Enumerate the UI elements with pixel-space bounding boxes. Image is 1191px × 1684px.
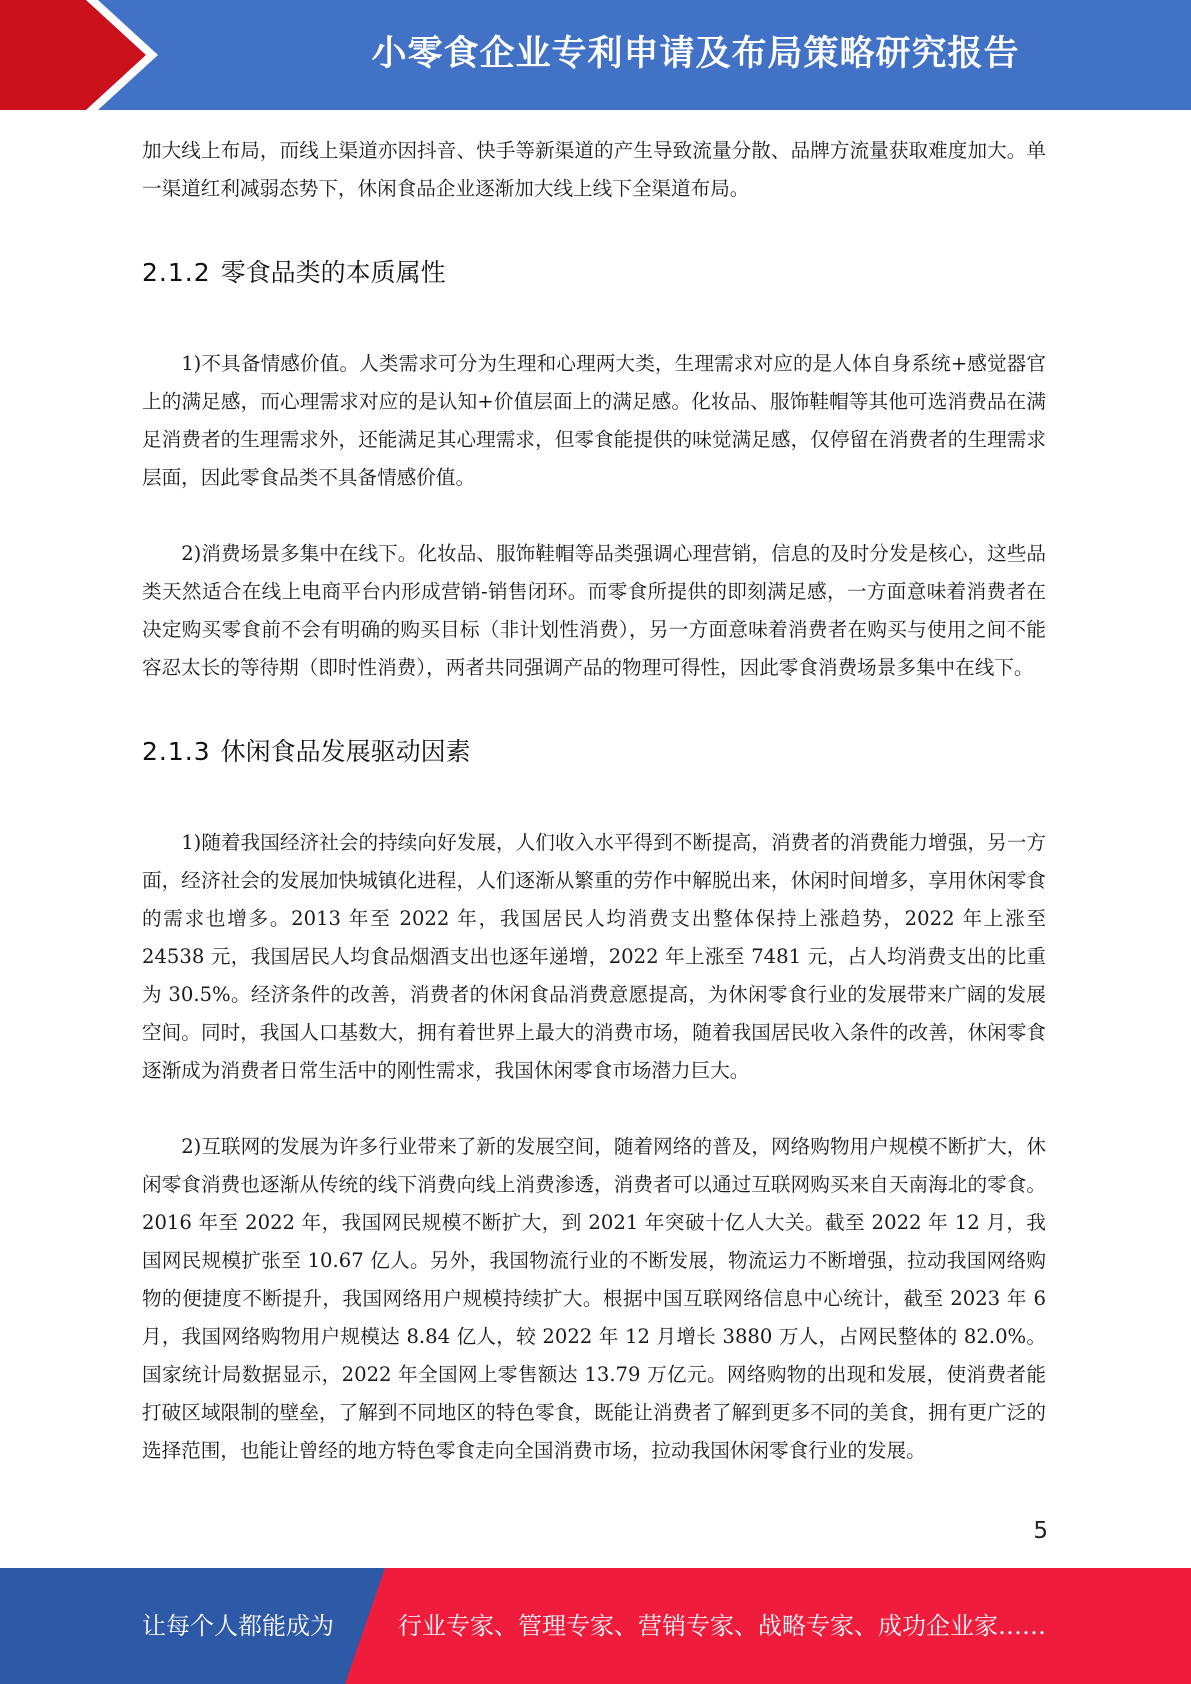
- paragraph: 1)随着我国经济社会的持续向好发展，人们收入水平得到不断提高，消费者的消费能力增强，另一方面，经济社会的发展加快城镇化进程，人们逐渐从繁重的劳作中解脱出来，休闲时间增多，享用休闲零食的需求也增多。2013 年至 2022 年，我国居民人均消费支出整体保持上涨趋势，2022 年上涨至 24538 元，我国居民人均食品烟酒支出也逐年递增，2022 年上涨至 7481 元，占人均消费支出的比重为 30.5%。经济条件的改善，消费者的休闲食品消费意愿提高，为休闲零食行业的发展带来广阔的发展空间。同时，我国人口基数大，拥有着世界上最大的消费市场，随着我国居民收入条件的改善，休闲零食逐渐成为消费者日常生活中的刚性需求，我国休闲零食市场潜力巨大。: [142, 831, 1046, 1082]
- document-body: [142, 132, 1046, 1470]
- section-heading-2-1-3: [142, 732, 1046, 772]
- footer-slogan-right: 行业专家、管理专家、营销专家、战略专家、成功企业家……: [398, 1612, 1046, 1640]
- paragraph: 1)不具备情感价值。人类需求可分为生理和心理两大类，生理需求对应的是人体自身系统+感觉器官上的满足感，而心理需求对应的是认知+价值层面上的满足感。化妆品、服饰鞋帽等其他可选消费品在满足消费者的生理需求外，还能满足其心理需求，但零食能提供的味觉满足感，仅停留在消费者的生理需求层面，因此零食品类不具备情感价值。: [142, 352, 1046, 489]
- paragraph: 2)互联网的发展为许多行业带来了新的发展空间，随着网络的普及，网络购物用户规模不断扩大，休闲零食消费也逐渐从传统的线下消费向线上消费渗透，消费者可以通过互联网购买来自天南海北的零食。2016 年至 2022 年，我国网民规模不断扩大，到 2021 年突破十亿人大关。截至 2022 年 12 月，我国网民规模扩张至 10.67 亿人。另外，我国物流行业的不断发展，物流运力不断增强，拉动我国网络购物的便捷度不断提升，我国网络用户规模持续扩大。根据中国互联网络信息中心统计，截至 2023 年 6 月，我国网络购物用户规模达 8.84 亿人，较 2022 年 12 月增长 3880 万人，占网民整体的 82.0%。国家统计局数据显示，2022 年全国网上零售额达 13.79 万亿元。网络购物的出现和发展，使消费者能打破区域限制的壁垒，了解到不同地区的特色零食，既能让消费者了解到更多不同的美食，拥有更广泛的选择范围，也能让曾经的地方特色零食走向全国消费市场，拉动我国休闲零食行业的发展。: [142, 1135, 1046, 1462]
- intro-paragraph: 加大线上布局，而线上渠道亦因抖音、快手等新渠道的产生导致流量分散、品牌方流量获取难度加大。单一渠道红利减弱态势下，休闲食品企业逐渐加大线上线下全渠道布局。: [142, 139, 1046, 200]
- page-footer: [0, 1568, 1191, 1684]
- section-title: 休闲食品发展驱动因素: [220, 737, 471, 766]
- section-number: 2.1.3: [142, 737, 211, 766]
- page-header: [0, 0, 1191, 110]
- report-title: 小零食企业专利申请及布局策略研究报告: [371, 34, 1020, 74]
- section-number: 2.1.2: [142, 258, 211, 287]
- footer-slogan-left: 让每个人都能成为: [142, 1612, 334, 1640]
- header-arrow-decoration: [0, 0, 160, 110]
- section-heading-2-1-2: [142, 253, 1046, 293]
- page-number: 5: [1033, 1518, 1048, 1544]
- paragraph: 2)消费场景多集中在线下。化妆品、服饰鞋帽等品类强调心理营销，信息的及时分发是核心，这些品类天然适合在线上电商平台内形成营销-销售闭环。而零食所提供的即刻满足感，一方面意味着消费者在决定购买零食前不会有明确的购买目标（非计划性消费），另一方面意味着消费者在购买与使用之间不能容忍太长的等待期（即时性消费），两者共同强调产品的物理可得性，因此零食消费场景多集中在线下。: [142, 542, 1046, 679]
- section-title: 零食品类的本质属性: [220, 258, 446, 287]
